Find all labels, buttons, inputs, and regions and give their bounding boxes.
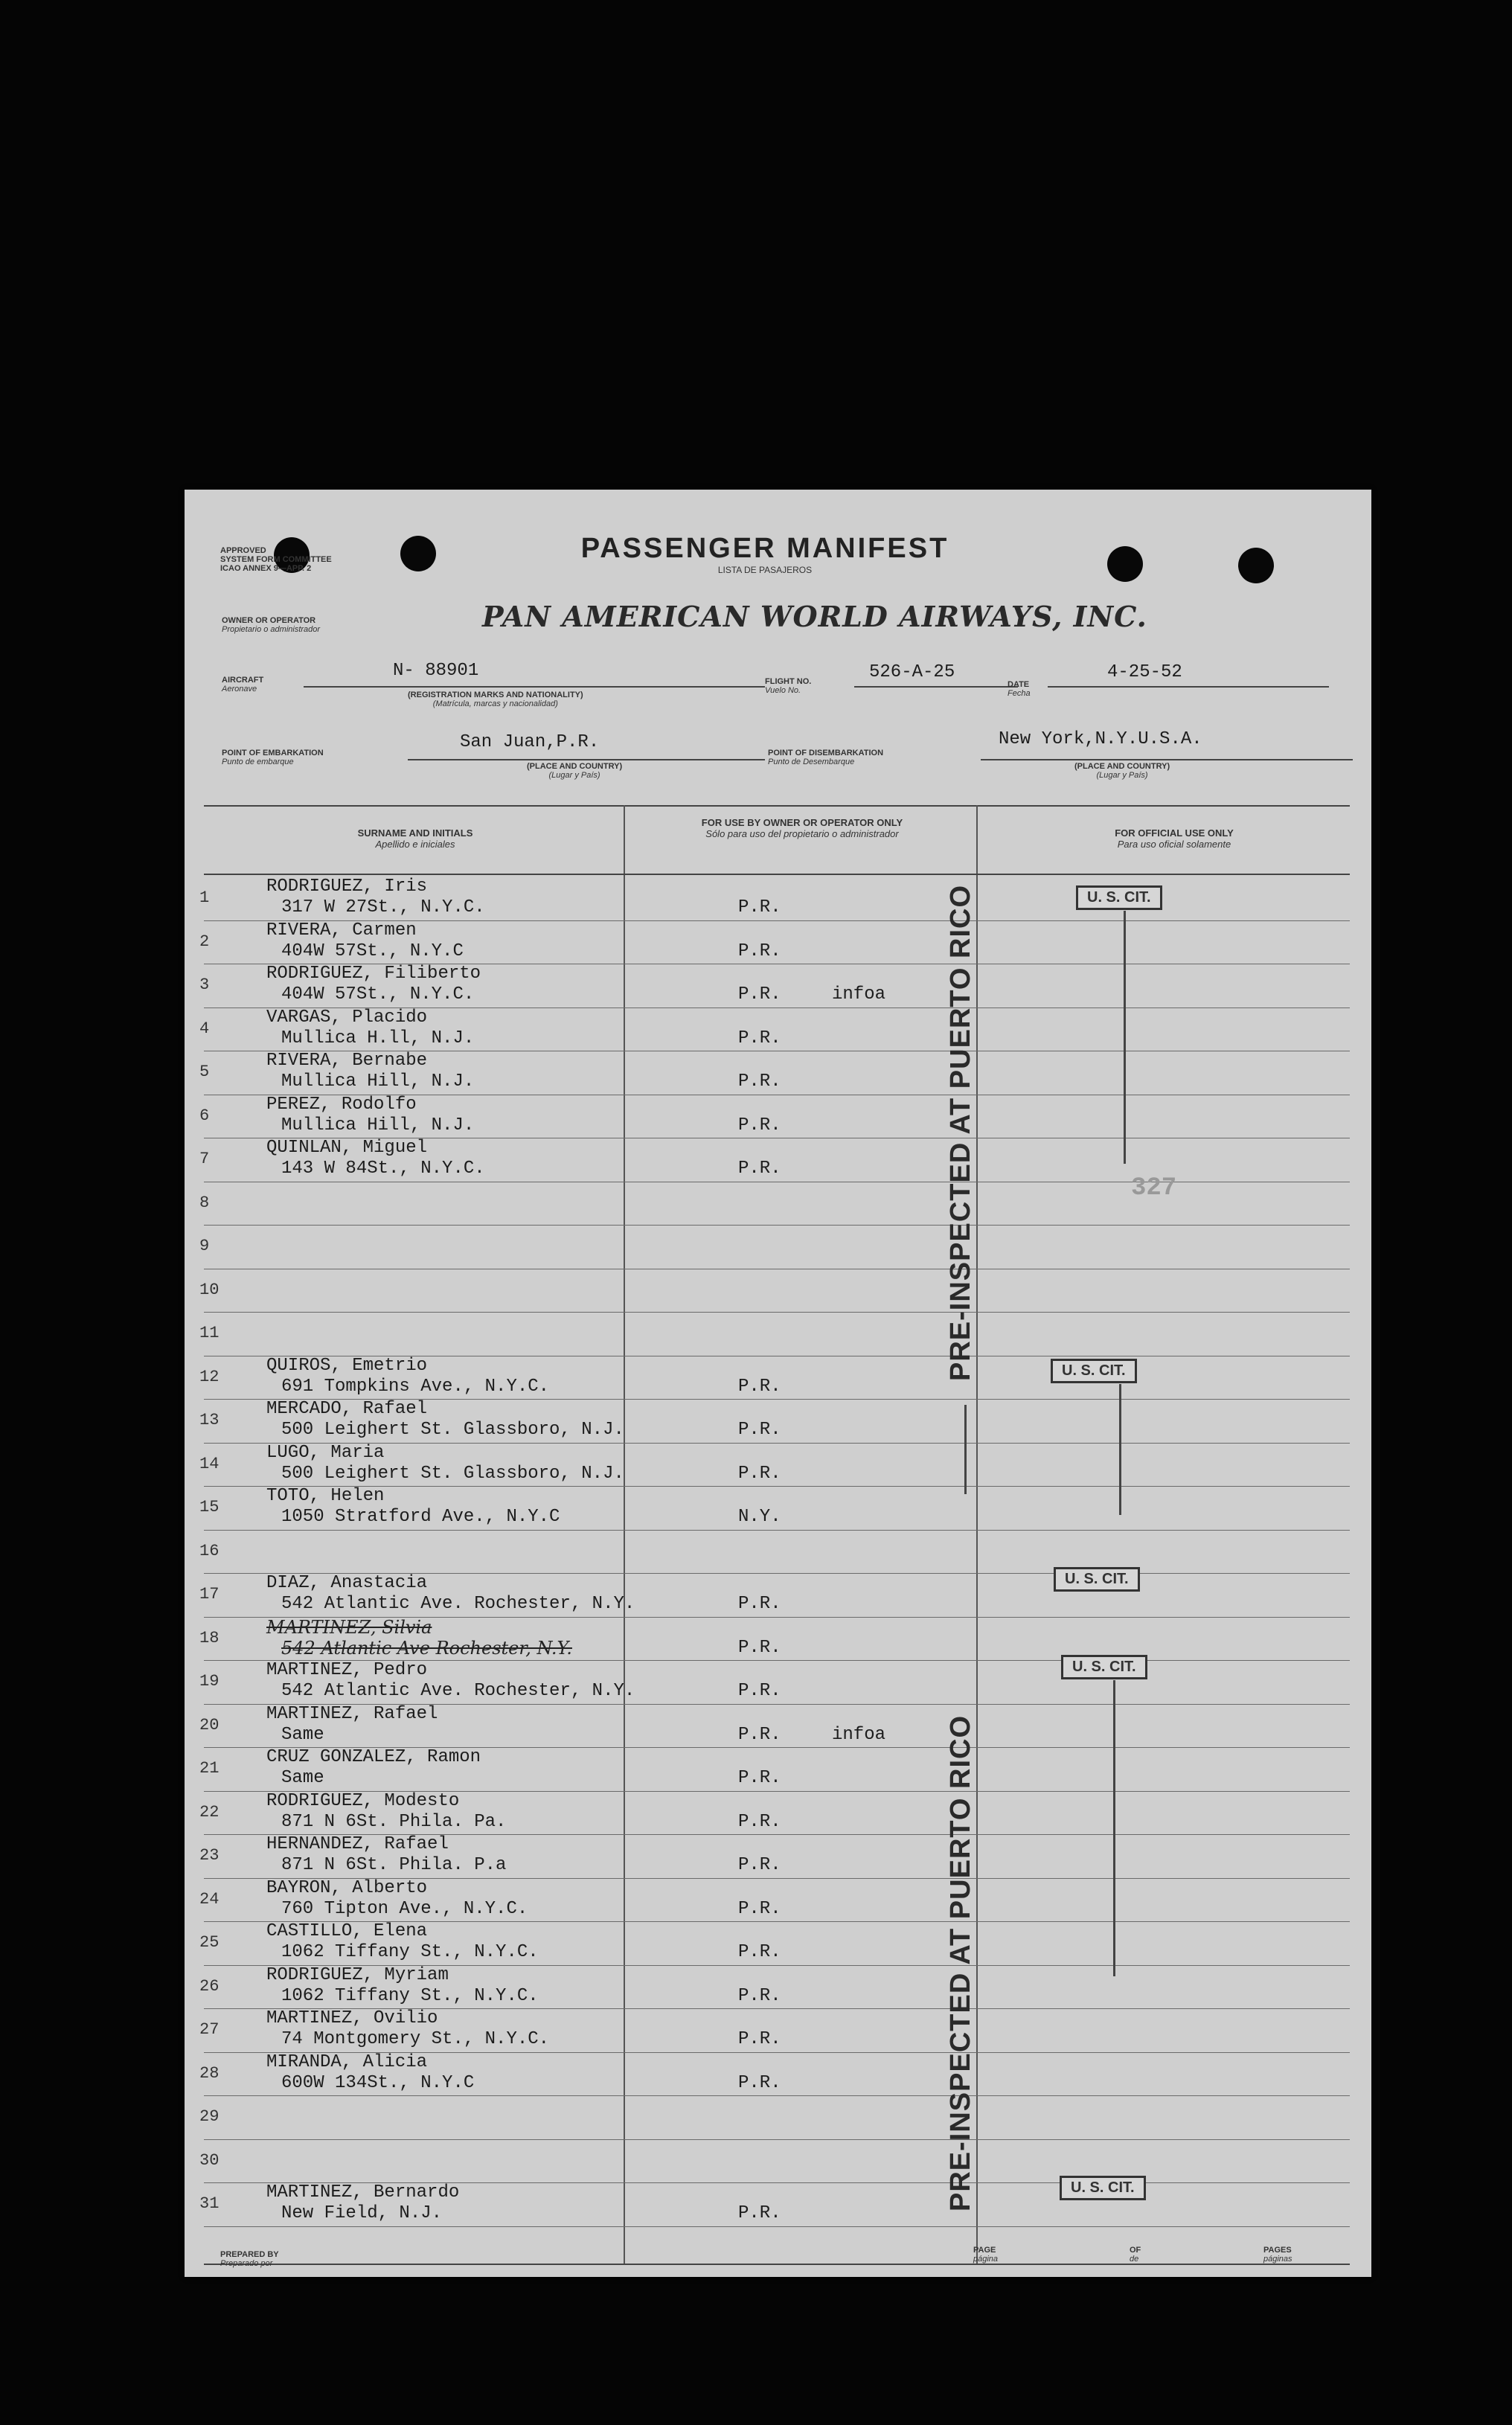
row-number: 13: [199, 1411, 220, 1429]
row-number: 10: [199, 1280, 220, 1299]
passenger-address: 404W 57St., N.Y.C: [281, 941, 464, 961]
row-divider: [204, 1225, 1350, 1226]
passenger-address: New Field, N.J.: [281, 2203, 443, 2223]
row-number: 24: [199, 1889, 220, 1909]
manifest-sheet: [185, 490, 1371, 2277]
row-number: 3: [199, 976, 210, 994]
passenger-address: 871 N 6St. Phila. P.a: [281, 1855, 507, 1875]
row-number: 22: [199, 1802, 220, 1822]
passenger-name: MERCADO, Rafael: [266, 1399, 428, 1419]
us-cit-stamp: U. S. CIT.: [1076, 885, 1162, 910]
operator-value: P.R.: [738, 1898, 781, 1919]
embark-label: POINT OF EMBARKATION Punto de embarque: [222, 749, 324, 766]
operator-note: infoa: [832, 1724, 886, 1745]
row-number: 4: [199, 1019, 210, 1038]
operator-value: P.R.: [738, 1681, 781, 1701]
passenger-name: CASTILLO, Elena: [266, 1921, 428, 1941]
operator-value: P.R.: [738, 1420, 781, 1440]
aircraft-caption: (REGISTRATION MARKS AND NATIONALITY) (Matrícula, marcas y nacionalidad): [408, 691, 583, 708]
passenger-address: Same: [281, 1768, 324, 1788]
operator-value: P.R.: [738, 1376, 781, 1397]
operator-value: P.R.: [738, 2203, 781, 2223]
date-value: 4-25-52: [1107, 662, 1182, 682]
row-divider: [204, 1530, 1350, 1531]
passenger-name: RIVERA, Carmen: [266, 920, 417, 941]
row-number: 18: [199, 1628, 220, 1647]
col-header-official: FOR OFFICIAL USE ONLY Para uso oficial solamente: [1115, 827, 1234, 850]
row-number: 21: [199, 1759, 220, 1778]
us-cit-stamp: U. S. CIT.: [1060, 2176, 1146, 2200]
date-label: DATE Fecha: [1008, 680, 1031, 698]
passenger-address: Mullica H.ll, N.J.: [281, 1028, 475, 1048]
operator-value: P.R.: [738, 2029, 781, 2049]
row-divider: [204, 2226, 1350, 2227]
passenger-address: 1062 Tiffany St., N.Y.C.: [281, 1942, 539, 1962]
passenger-name: VARGAS, Placido: [266, 1007, 428, 1028]
form-title-block: [557, 533, 973, 575]
col-header-operator: FOR USE BY OWNER OR OPERATOR ONLY Sólo para uso del propietario o administrador: [701, 817, 903, 839]
row-number: 29: [199, 2107, 220, 2126]
row-number: 9: [199, 1237, 210, 1255]
operator-value: P.R.: [738, 1637, 781, 1658]
punch-hole: [1238, 548, 1274, 583]
row-number: 11: [199, 1324, 220, 1342]
row-divider: [204, 1312, 1350, 1313]
row-number: 30: [199, 2150, 220, 2170]
row-number: 7: [199, 1150, 210, 1168]
row-number: 1: [199, 888, 210, 907]
column-divider: [624, 805, 625, 2264]
operator-value: P.R.: [738, 897, 781, 917]
passenger-address: 1062 Tiffany St., N.Y.C.: [281, 1985, 539, 2006]
form-title-es: LISTA DE PASAJEROS: [717, 565, 813, 575]
passenger-address: 500 Leighert St. Glassboro, N.J.: [281, 1420, 624, 1440]
passenger-name: LUGO, Maria: [266, 1442, 385, 1463]
count-stamp: 327: [1131, 1174, 1177, 1202]
row-number: 27: [199, 2020, 220, 2039]
disembark-line: [981, 759, 1353, 760]
disembark-label: POINT OF DISEMBARKATION Punto de Desembarque: [768, 749, 884, 766]
passenger-address: 500 Leighert St. Glassboro, N.J.: [281, 1463, 624, 1484]
passenger-name: RODRIGUEZ, Myriam: [266, 1964, 449, 1985]
passenger-name: RODRIGUEZ, Modesto: [266, 1790, 460, 1811]
passenger-name: QUIROS, Emetrio: [266, 1355, 428, 1376]
row-number: 25: [199, 1933, 220, 1952]
operator-value: P.R.: [738, 1115, 781, 1135]
row-number: 14: [199, 1454, 220, 1473]
operator-value: P.R.: [738, 1768, 781, 1788]
passenger-address: 317 W 27St., N.Y.C.: [281, 897, 485, 917]
preinspected-stamp: PRE-INSPECTED AT PUERTO RICO: [945, 884, 976, 1381]
us-cit-stamp: U. S. CIT.: [1054, 1567, 1140, 1592]
row-number: 19: [199, 1672, 220, 1691]
bracket-mark: [1124, 911, 1126, 1164]
row-number: 28: [199, 2063, 220, 2083]
passenger-name: RODRIGUEZ, Iris: [266, 877, 428, 897]
passenger-address: 542 Atlantic Ave. Rochester, N.Y.: [281, 1594, 635, 1614]
passenger-address: 600W 134St., N.Y.C: [281, 2072, 475, 2093]
owner-label: OWNER OR OPERATOR Propietario o administrador: [222, 616, 321, 634]
pages-label: PAGES páginas: [1263, 2246, 1292, 2264]
passenger-address: Same: [281, 1724, 324, 1745]
row-number: 20: [199, 1715, 220, 1734]
row-number: 12: [199, 1367, 220, 1386]
disembark-caption: (PLACE AND COUNTRY) (Lugar y País): [1074, 762, 1170, 780]
aircraft-value: N- 88901: [393, 661, 479, 681]
passenger-address: 1050 Stratford Ave., N.Y.C: [281, 1507, 560, 1527]
flight-line: [854, 686, 1018, 688]
row-number: 15: [199, 1498, 220, 1516]
operator-value: P.R.: [738, 1985, 781, 2006]
carrier-name: PAN AMERICAN WORLD AIRWAYS, INC.: [482, 600, 1147, 633]
row-divider: [204, 2095, 1350, 2096]
passenger-name: MIRANDA, Alicia: [266, 2051, 428, 2072]
row-number: 5: [199, 1063, 210, 1081]
operator-value: P.R.: [738, 1071, 781, 1092]
bracket-mark: [1113, 1680, 1115, 1976]
page-label: PAGE página: [973, 2246, 999, 2264]
operator-value: P.R.: [738, 984, 781, 1005]
of-label: OF de: [1130, 2246, 1141, 2264]
passenger-address: Mullica Hill, N.J.: [281, 1071, 475, 1092]
operator-note: infoa: [832, 984, 886, 1005]
passenger-name: BAYRON, Alberto: [266, 1877, 428, 1898]
passenger-name: PEREZ, Rodolfo: [266, 1094, 417, 1115]
passenger-name: MARTINEZ, Ovilio: [266, 2008, 438, 2028]
passenger-name: MARTINEZ, Rafael: [266, 1703, 438, 1724]
prepared-label: PREPARED BY Preparado por: [220, 2250, 279, 2268]
operator-value: P.R.: [738, 2072, 781, 2093]
passenger-name: TOTO, Helen: [266, 1486, 385, 1506]
operator-value: P.R.: [738, 1463, 781, 1484]
flight-label: FLIGHT NO. Vuelo No.: [765, 677, 812, 695]
approval-block: APPROVED SYSTEM FORM COMMITTEE ICAO ANNEX 9—APP. 2: [220, 546, 332, 573]
form-title: PASSENGER MANIFEST: [580, 533, 949, 564]
passenger-address: 542 Atlantic Ave Rochester, N.Y.: [281, 1637, 572, 1659]
passenger-name: RODRIGUEZ, Filiberto: [266, 964, 481, 984]
row-number: 26: [199, 1976, 220, 1996]
passenger-name: MARTINEZ, Silvia: [266, 1616, 432, 1638]
row-number: 17: [199, 1585, 220, 1604]
aircraft-line: [304, 686, 765, 688]
flight-value: 526-A-25: [869, 662, 955, 682]
embark-value: San Juan,P.R.: [460, 732, 600, 752]
bracket-mark: [1119, 1384, 1121, 1515]
row-number: 16: [199, 1541, 220, 1560]
row-number: 2: [199, 932, 210, 951]
passenger-address: 542 Atlantic Ave. Rochester, N.Y.: [281, 1681, 635, 1701]
col-header-surname: SURNAME AND INITIALS Apellido e iniciales: [357, 827, 473, 850]
row-number: 31: [199, 2194, 220, 2213]
embark-caption: (PLACE AND COUNTRY) (Lugar y País): [527, 762, 623, 780]
passenger-address: Mullica Hill, N.J.: [281, 1115, 475, 1135]
operator-value: P.R.: [738, 1855, 781, 1875]
operator-value: P.R.: [738, 1942, 781, 1962]
passenger-address: 691 Tompkins Ave., N.Y.C.: [281, 1376, 550, 1397]
us-cit-stamp: U. S. CIT.: [1061, 1655, 1147, 1679]
row-number: 23: [199, 1846, 220, 1865]
table-top-rule: [204, 805, 1350, 807]
operator-value: P.R.: [738, 1724, 781, 1745]
row-number: 6: [199, 1106, 210, 1125]
operator-value: P.R.: [738, 1028, 781, 1048]
punch-hole: [400, 536, 436, 571]
passenger-name: QUINLAN, Miguel: [266, 1138, 428, 1158]
operator-value: P.R.: [738, 1811, 781, 1832]
row-divider: [204, 2139, 1350, 2140]
operator-value: P.R.: [738, 1159, 781, 1179]
passenger-address: 404W 57St., N.Y.C.: [281, 984, 475, 1005]
passenger-address: 871 N 6St. Phila. Pa.: [281, 1811, 507, 1832]
aircraft-label: AIRCRAFT Aeronave: [222, 676, 264, 693]
passenger-address: 74 Montgomery St., N.Y.C.: [281, 2029, 550, 2049]
table-bottom-rule: [204, 2264, 1350, 2265]
passenger-name: DIAZ, Anastacia: [266, 1573, 428, 1593]
passenger-name: MARTINEZ, Bernardo: [266, 2182, 460, 2203]
passenger-address: 760 Tipton Ave., N.Y.C.: [281, 1898, 528, 1919]
passenger-name: HERNANDEZ, Rafael: [266, 1834, 449, 1854]
bracket-mark: [964, 1405, 967, 1494]
operator-value: P.R.: [738, 1594, 781, 1614]
embark-line: [408, 759, 765, 760]
passenger-name: RIVERA, Bernabe: [266, 1051, 428, 1071]
row-number: 8: [199, 1193, 210, 1212]
us-cit-stamp: U. S. CIT.: [1051, 1359, 1137, 1383]
operator-value: N.Y.: [738, 1507, 781, 1527]
date-line: [1048, 686, 1329, 688]
punch-hole: [1107, 546, 1143, 582]
preinspected-stamp: PRE-INSPECTED AT PUERTO RICO: [945, 1714, 976, 2211]
disembark-value: New York,N.Y.U.S.A.: [999, 729, 1202, 749]
header-bottom-rule: [204, 874, 1350, 875]
passenger-name: CRUZ GONZALEZ, Ramon: [266, 1747, 481, 1767]
passenger-name: MARTINEZ, Pedro: [266, 1660, 428, 1680]
operator-value: P.R.: [738, 941, 781, 961]
passenger-address: 143 W 84St., N.Y.C.: [281, 1159, 485, 1179]
